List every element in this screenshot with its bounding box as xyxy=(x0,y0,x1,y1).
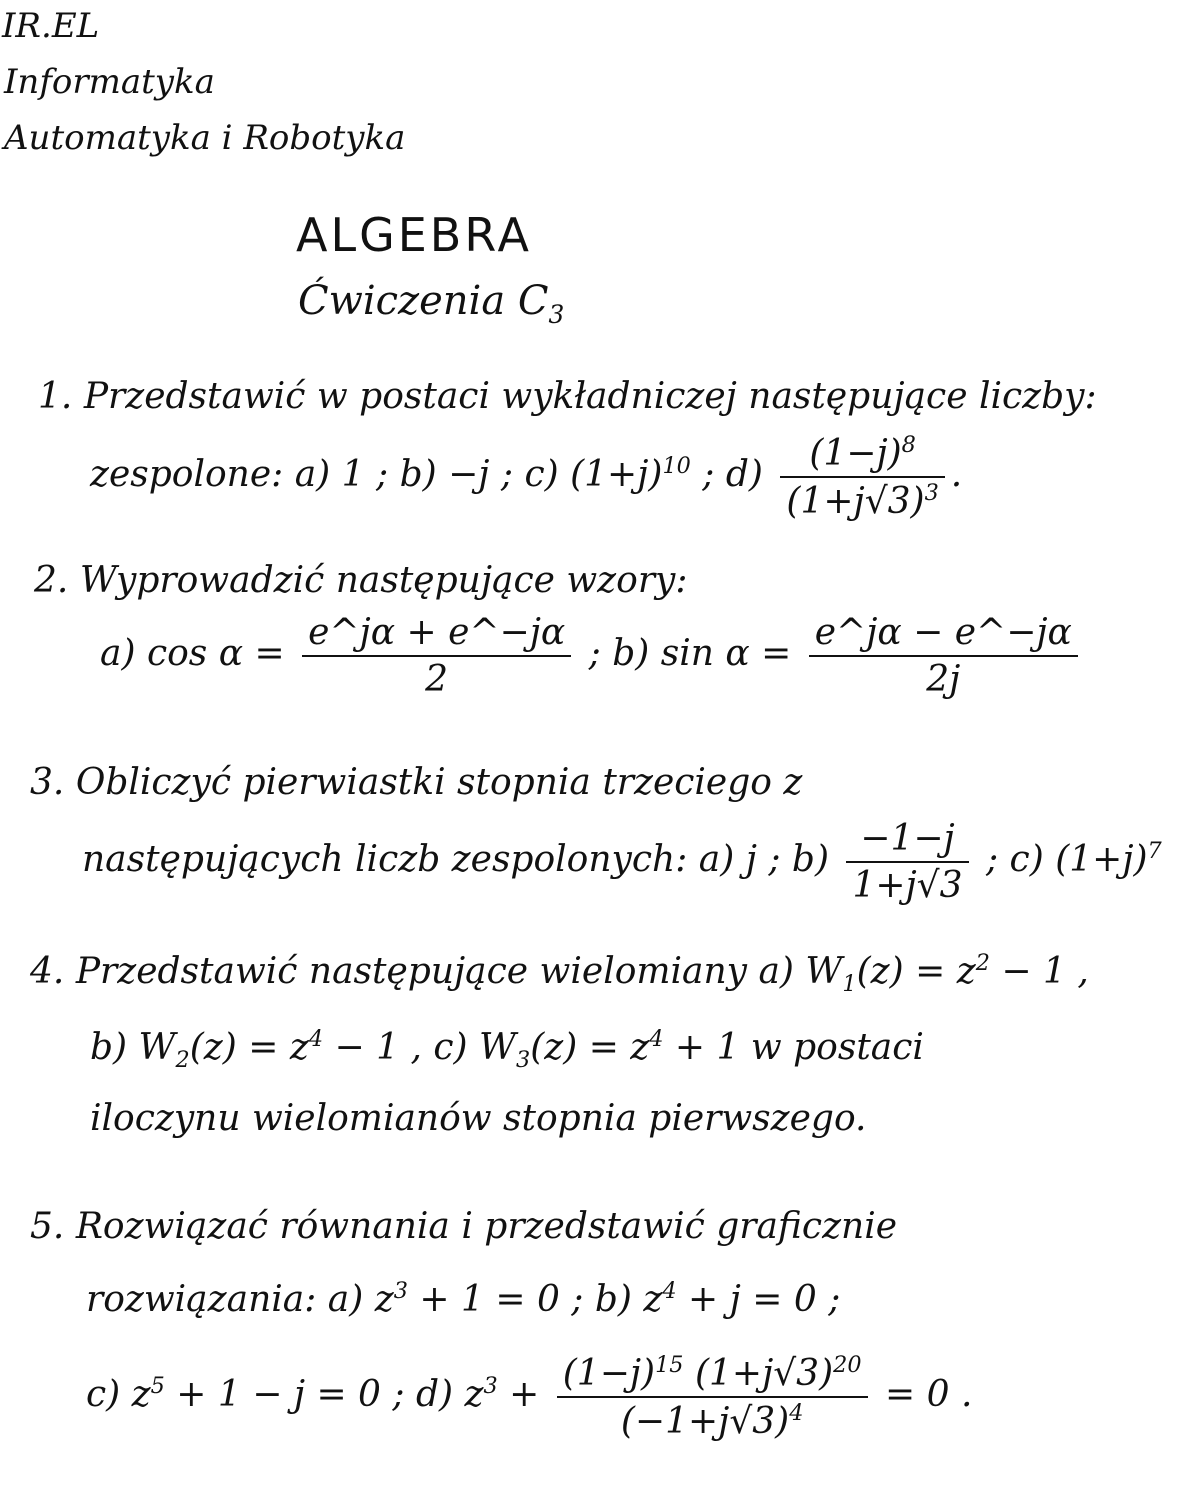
problem-5-l2-mid: + 1 = 0 ; b) z xyxy=(419,1279,663,1320)
problem-4-b-label: b) W xyxy=(90,1027,176,1068)
problem-4-w3-sub: 3 xyxy=(515,1047,531,1074)
problem-3-frac-num: −1−j xyxy=(860,818,955,859)
problem-1-frac-num: (1−j) xyxy=(809,433,902,474)
problem-4-w1-rest: (z) = z xyxy=(856,951,976,992)
page-subtitle xyxy=(298,278,564,329)
problem-5-l2-exp2: 4 xyxy=(662,1278,677,1304)
problem-4-w1-exp: 2 xyxy=(975,950,990,976)
problem-3-text: Obliczyć pierwiastki stopnia trzeciego z xyxy=(75,762,803,803)
problem-4-w2-sub: 2 xyxy=(175,1047,190,1074)
problem-1-number: 1. xyxy=(38,376,73,417)
subtitle-text: Ćwiczenia C xyxy=(298,278,549,324)
problem-5-line-1 xyxy=(30,1206,897,1247)
problem-5-l3-plus: + xyxy=(509,1374,540,1415)
problem-1-frac-den-exp: 3 xyxy=(924,480,939,506)
problem-2-a-fraction xyxy=(302,612,571,700)
problem-5-num-b: (1+j√3) xyxy=(694,1353,834,1394)
problem-5-text: Rozwiązać równania i przedstawić graficznie xyxy=(75,1206,898,1247)
problem-2-b-fraction xyxy=(809,612,1078,700)
problem-3-line-1 xyxy=(30,762,802,803)
problem-4-w1-end: − 1 , xyxy=(1001,951,1089,992)
problem-2-number: 2. xyxy=(34,560,69,601)
problem-3-line-2 xyxy=(82,818,1162,906)
problem-5-num-b-exp: 20 xyxy=(833,1352,862,1378)
problem-1-items: zespolone: a) 1 ; b) −j ; c) (1+j) xyxy=(90,454,663,495)
problem-5-num-a-exp: 15 xyxy=(655,1352,684,1378)
problem-4-number: 4. xyxy=(30,951,65,992)
problem-4-w3-end: + 1 w postaci xyxy=(674,1027,924,1068)
problem-1-frac-num-exp: 8 xyxy=(901,432,916,458)
problem-4-w1-sub: 1 xyxy=(842,971,857,998)
problem-5-num-a: (1−j) xyxy=(562,1353,656,1394)
problem-3-frac-den: 1+j√3 xyxy=(846,861,968,906)
problem-3-tail: ; c) (1+j) xyxy=(985,839,1148,880)
header-program-1: Informatyka xyxy=(4,62,215,102)
problem-4-w3-exp: 4 xyxy=(649,1026,664,1052)
problem-2-b-num: e^jα − e^−jα xyxy=(814,612,1072,653)
problem-5-line-2 xyxy=(86,1278,840,1320)
problem-5-line-3 xyxy=(86,1352,972,1442)
problem-1-line-1: 1. Przedstawić w postaci wykładniczej następujące liczby: xyxy=(38,376,1097,417)
problem-4-w2-exp: 4 xyxy=(308,1026,324,1052)
problem-4-w2-rest: (z) = z xyxy=(189,1027,309,1068)
problem-4-line-1 xyxy=(30,950,1089,997)
problem-4-line-3: iloczynu wielomianów stopnia pierwszego. xyxy=(90,1098,867,1139)
problem-2-a-label: a) cos α = xyxy=(100,633,285,674)
problem-5-l3-end: = 0 . xyxy=(884,1374,973,1415)
problem-5-l2-pre: rozwiązania: a) z xyxy=(86,1279,394,1320)
problem-4-line-2 xyxy=(90,1026,924,1073)
subtitle-subscript: 3 xyxy=(548,300,565,329)
problem-1-sep: ; d) xyxy=(702,454,763,495)
problem-1-text: Przedstawić w postaci wykładniczej następujące liczby xyxy=(83,376,1085,417)
problem-5-l3-mid: + 1 − j = 0 ; d) z xyxy=(176,1374,484,1415)
problem-2-a-den: 2 xyxy=(302,655,571,700)
problem-5-fraction xyxy=(557,1352,868,1442)
problem-2-text: Wyprowadzić następujące wzory: xyxy=(79,560,688,601)
problem-3-number: 3. xyxy=(30,762,65,803)
problem-2-a-num: e^jα + e^−jα xyxy=(308,612,566,653)
problem-5-number: 5. xyxy=(30,1206,65,1247)
header-code: IR.EL xyxy=(2,6,100,46)
problem-4-w3-rest: (z) = z xyxy=(530,1027,650,1068)
problem-3-tail-exp: 7 xyxy=(1147,838,1162,864)
problem-4-w2-end: − 1 , c) W xyxy=(334,1027,516,1068)
problem-5-den-exp: 4 xyxy=(789,1400,804,1426)
problem-2-line-1 xyxy=(34,560,688,601)
problem-5-l2-end: + j = 0 ; xyxy=(688,1279,841,1320)
page-title: ALGEBRA xyxy=(296,208,532,262)
problem-3-items: następujących liczb zespolonych: a) j ; b) xyxy=(82,839,829,880)
problem-4-text: Przedstawić następujące wielomiany a) W xyxy=(75,951,843,992)
problem-1-line-2: zespolone: a) 1 ; b) −j ; c) $(1+j)^{10}$ ; d) $\frac{(1-j)^8}{(1+j√3)^3}$ . xyxy=(90,432,963,522)
problem-5-l2-exp1: 3 xyxy=(393,1278,408,1304)
problem-1-fraction xyxy=(780,432,944,522)
problem-2-b-den: 2j xyxy=(809,655,1078,700)
problem-5-den: (−1+j√3) xyxy=(620,1401,790,1442)
problem-1-exp: 10 xyxy=(662,453,691,479)
header-program-2: Automatyka i Robotyka xyxy=(4,118,406,158)
problem-5-l3-pre: c) z xyxy=(86,1374,151,1415)
problem-2-sep: ; b) sin α = xyxy=(588,633,792,674)
problem-3-fraction xyxy=(846,818,968,906)
problem-1-frac-den: (1+j√3) xyxy=(786,481,925,522)
problem-5-l3-exp1: 5 xyxy=(150,1373,165,1399)
problem-2-line-2 xyxy=(100,612,1084,700)
problem-5-l3-exp2: 3 xyxy=(483,1373,498,1399)
